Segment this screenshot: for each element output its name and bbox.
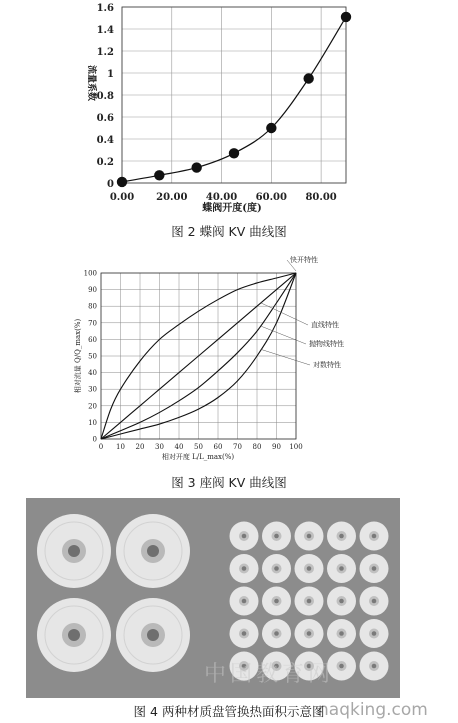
x-tick-label: 90 [272, 443, 281, 451]
small-coil-hole [242, 566, 247, 571]
y-tick-label: 50 [88, 352, 97, 361]
data-point [117, 177, 127, 187]
small-coil-hole [307, 566, 312, 571]
x-tick-label: 0.00 [109, 192, 135, 203]
seat-valve-kv-chart [0, 248, 458, 470]
y-tick-label: 0 [107, 179, 114, 190]
annotation-label: 对数特性 [313, 361, 341, 369]
x-tick-label: 60 [213, 443, 223, 451]
small-coil-hole [242, 534, 247, 539]
y-tick-label: 1 [107, 69, 114, 80]
y-tick-label: 70 [88, 319, 97, 328]
x-tick-label: 100 [289, 443, 303, 451]
x-tick-label: 10 [116, 443, 125, 451]
data-point [341, 12, 351, 22]
x-tick-label: 80.00 [305, 192, 337, 203]
x-tick-label: 20.00 [156, 192, 188, 203]
y-tick-label: 30 [88, 385, 97, 394]
x-tick-label: 50 [194, 443, 203, 451]
x-tick-label: 40.00 [205, 192, 238, 203]
small-coil-hole [274, 599, 279, 604]
small-coil-hole [274, 566, 279, 571]
y-tick-label: 0 [92, 435, 97, 444]
y-tick-label: 0.8 [96, 91, 114, 102]
small-coil-hole [242, 599, 247, 604]
small-coil-hole [307, 599, 312, 604]
large-coil-hole [147, 629, 159, 641]
y-axis-label: 相对流量 Q/Q_max(%) [74, 318, 82, 394]
x-axis-label: 相对开度 L/L_max(%) [161, 453, 235, 461]
small-coil-hole [339, 566, 344, 571]
annotation-label: 抛物线特性 [309, 340, 344, 348]
small-coil-hole [372, 631, 377, 636]
x-tick-label: 40 [174, 443, 184, 451]
annotation-leader [261, 326, 306, 344]
small-coil-hole [339, 664, 344, 669]
x-tick-label: 60.00 [255, 192, 287, 203]
y-tick-label: 0.2 [96, 157, 114, 168]
y-tick-label: 1.6 [96, 3, 114, 14]
small-coil-hole [242, 631, 247, 636]
annotation-leader [261, 349, 310, 365]
y-tick-label: 1.2 [96, 47, 114, 58]
small-coil-hole [274, 631, 279, 636]
watermark-cn: 中国教育网 [204, 662, 335, 687]
x-tick-label: 0 [98, 443, 104, 451]
large-coil-hole [68, 545, 80, 557]
data-point [191, 162, 201, 172]
x-tick-label: 70 [233, 443, 242, 451]
annotation-label: 直线特性 [311, 321, 339, 329]
large-coil-hole [68, 629, 80, 641]
data-point [229, 148, 239, 158]
small-coil-hole [307, 534, 312, 539]
x-tick-label: 20 [135, 443, 145, 451]
small-coil-hole [339, 534, 344, 539]
x-tick-label: 80 [252, 443, 262, 451]
x-tick-label: 30 [155, 443, 164, 451]
y-tick-label: 10 [88, 418, 97, 427]
large-coil-hole [147, 545, 159, 557]
figure-2-caption: 图 2 蝶阀 KV 曲线图 [171, 224, 287, 239]
small-coil-hole [372, 566, 377, 571]
small-coil-hole [372, 599, 377, 604]
y-tick-label: 0.6 [96, 113, 114, 124]
small-coil-hole [372, 664, 377, 669]
small-coil-hole [307, 631, 312, 636]
y-tick-label: 1.4 [96, 25, 114, 36]
y-tick-label: 90 [88, 286, 97, 295]
figure-3-caption: 图 3 座阀 KV 曲线图 [171, 475, 287, 490]
y-tick-label: 80 [88, 302, 97, 311]
watermark-url: naqking.com [318, 700, 428, 720]
y-tick-label: 40 [88, 369, 97, 378]
y-axis-label: 流量系数 [86, 64, 96, 102]
data-point [266, 123, 276, 133]
annotation-label: 快开特性 [290, 256, 318, 264]
small-coil-hole [339, 631, 344, 636]
butterfly-kv-chart [0, 0, 458, 222]
y-tick-label: 20 [88, 402, 97, 411]
small-coil-hole [274, 534, 279, 539]
y-tick-label: 60 [88, 335, 97, 344]
y-tick-label: 0.4 [96, 135, 114, 146]
data-point [154, 170, 164, 180]
small-coil-hole [372, 534, 377, 539]
y-tick-label: 100 [83, 269, 97, 278]
figure-4-caption: 图 4 两种材质盘管换热面积示意图 [133, 704, 325, 719]
data-point [303, 73, 313, 83]
small-coil-hole [339, 599, 344, 604]
x-axis-label: 蝶阀开度(度) [202, 203, 262, 214]
